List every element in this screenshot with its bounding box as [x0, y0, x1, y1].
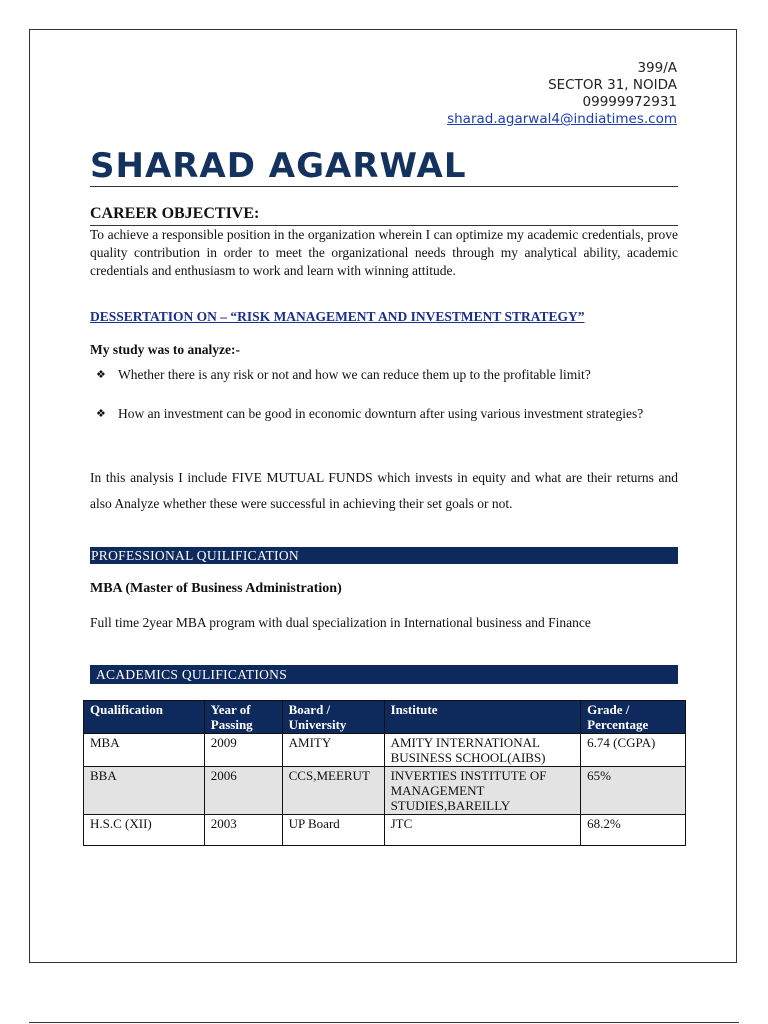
table-cell: INVERTIES INSTITUTE OF MANAGEMENT STUDIES,BAREILLY	[384, 767, 581, 815]
table-cell: H.S.C (XII)	[84, 815, 205, 846]
column-header: Board / University	[282, 701, 384, 734]
address-line-2: SECTOR 31, NOIDA	[548, 77, 677, 93]
table-row	[84, 815, 686, 846]
table-cell: UP Board	[282, 815, 384, 846]
professional-heading: PROFESSIONAL QUILIFICATION	[90, 547, 678, 564]
career-objective-text: To achieve a responsible position in the organization wherein I can optimize my academic credentials, prove quality contribution in order to meet the organizational needs through my analytical ability, academic credentials and enthusiasm to work and learn with winning attitude.	[90, 227, 678, 278]
table-cell: CCS,MEERUT	[282, 767, 384, 815]
table-cell: AMITY INTERNATIONAL BUSINESS SCHOOL(AIBS)	[384, 734, 581, 767]
column-header: Year of Passing	[204, 701, 282, 734]
analysis-text: In this analysis I include FIVE MUTUAL FUNDS which invests in equity and what are their returns and also Analyze whether these were successful in achieving their set goals or not.	[90, 470, 678, 511]
career-objective-heading: CAREER OBJECTIVE:	[90, 205, 260, 222]
table-cell: JTC	[384, 815, 581, 846]
table-cell: 2006	[204, 767, 282, 815]
address-line-1: 399/A	[637, 60, 677, 76]
bullet-item	[96, 362, 676, 388]
academics-heading: ACADEMICS QULIFICATIONS	[90, 665, 678, 684]
dissertation-heading: DESSERTATION ON – “RISK MANAGEMENT AND INVESTMENT STRATEGY”	[90, 309, 585, 324]
footer-divider	[29, 1022, 739, 1023]
table-cell: 2003	[204, 815, 282, 846]
table-cell: 68.2%	[581, 815, 686, 846]
column-header: Grade / Percentage	[581, 701, 686, 734]
table-cell: AMITY	[282, 734, 384, 767]
diamond-bullet-icon: ❖	[96, 408, 106, 420]
column-header: Institute	[384, 701, 581, 734]
degree-description: Full time 2year MBA program with dual specialization in International business and Finance	[90, 615, 591, 630]
degree-title: MBA (Master of Business Administration)	[90, 581, 342, 596]
name-divider	[90, 186, 678, 187]
phone-number: 09999972931	[582, 94, 677, 110]
table-row	[84, 734, 686, 767]
table-cell: 2009	[204, 734, 282, 767]
table-cell: MBA	[84, 734, 205, 767]
contact-block	[447, 60, 677, 128]
candidate-name: SHARAD AGARWAL	[90, 146, 467, 186]
academics-table	[83, 700, 686, 846]
diamond-bullet-icon: ❖	[96, 369, 106, 381]
bullet-text: Whether there is any risk or not and how we can reduce them up to the profitable limit?	[118, 367, 591, 382]
column-header: Qualification	[84, 701, 205, 734]
table-cell: BBA	[84, 767, 205, 815]
bullet-text: How an investment can be good in economic downturn after using various investment strategies?	[118, 406, 644, 421]
table-row	[84, 767, 686, 815]
bullet-item	[96, 401, 676, 427]
table-cell: 6.74 (CGPA)	[581, 734, 686, 767]
study-label: My study was to analyze:-	[90, 342, 240, 357]
table-cell: 65%	[581, 767, 686, 815]
table-header-row	[84, 701, 686, 734]
email-link[interactable]: sharad.agarwal4@indiatimes.com	[447, 111, 677, 127]
